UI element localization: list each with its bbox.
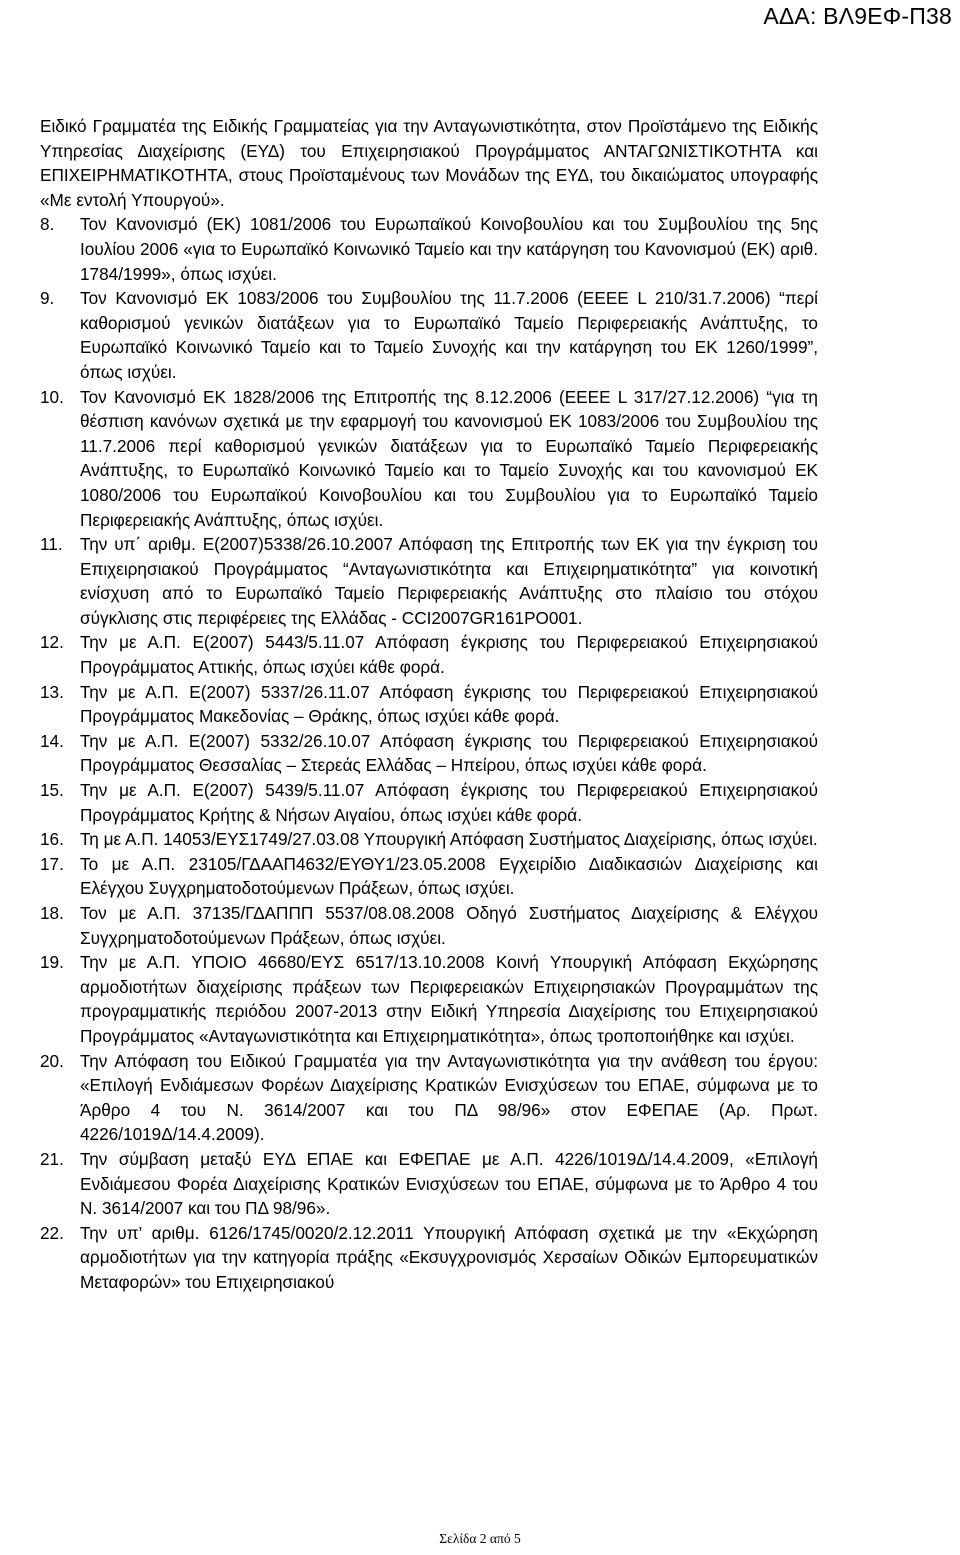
reference-number: 14. xyxy=(40,730,64,751)
reference-number: 16. xyxy=(40,829,64,850)
reference-number: 12. xyxy=(40,632,64,653)
reference-item xyxy=(40,1049,818,1147)
reference-item xyxy=(40,286,818,384)
reference-item xyxy=(40,729,818,778)
reference-text: Την με Α.Π. ΥΠΟΙΟ 46680/ΕΥΣ 6517/13.10.2008 Κοινή Υπουργική Απόφαση Εκχώρησης αρμοδιοτήτων διαχείρισης πράξεων των Περιφερειακών Επιχειρησιακών Προγραμμάτων της προγραμματικής περιόδου 2007-2013 στην Ειδική Υπηρεσία Διαχείρισης του Επιχειρησιακού Προγράμματος «Ανταγωνιστικότητα και Επιχειρηματικότητα», όπως τροποποιήθηκε και ισχύει. xyxy=(80,952,818,1046)
page-number: Σελίδα 2 από 5 xyxy=(439,1531,521,1546)
reference-item xyxy=(40,778,818,827)
reference-number: 11. xyxy=(40,534,63,555)
reference-text: Το με Α.Π. 23105/ΓΔΑΑΠ4632/ΕΥΘΥ1/23.05.2008 Εγχειρίδιο Διαδικασιών Διαχείρισης και Ελέγχου Συγχρηματοδοτούμενων Πράξεων, όπως ισχύει. xyxy=(80,853,818,899)
reference-number: 22. xyxy=(40,1222,64,1243)
reference-item xyxy=(40,1147,818,1221)
reference-number: 20. xyxy=(40,1050,64,1071)
reference-item xyxy=(40,680,818,729)
reference-text: Τον Κανονισμό ΕΚ 1083/2006 του Συμβουλίου της 11.7.2006 (ΕΕΕΕ L 210/31.7.2006) “περί καθορισμού γενικών διατάξεων για το Ευρωπαϊκό Ταμείο Περιφερειακής Ανάπτυξης, το Ευρωπαϊκό Κοινωνικό Ταμείο και το Ταμείο Συνοχής και την κατάργηση του ΕΚ 1260/1999”, όπως ισχύει. xyxy=(80,288,818,382)
reference-text: Την υπ’ αριθμ. 6126/1745/0020/2.12.2011 Υπουργική Απόφαση σχετικά με την «Εκχώρηση αρμοδιοτήτων για την κατηγορία πράξης «Εκσυγχρονισμός Χερσαίων Οδικών Εμπορευματικών Μεταφορών» του Επιχειρησιακού xyxy=(80,1222,818,1292)
lead-text: Ειδικό Γραμματέα της Ειδικής Γραμματείας για την Ανταγωνιστικότητα, στον Προϊστάμενο της Ειδικής Υπηρεσίας Διαχείρισης (ΕΥΔ) του Επιχειρησιακού Προγράμματος ΑΝΤΑΓΩΝΙΣΤΙΚΟΤΗΤΑ και ΕΠΙΧΕΙΡΗΜΑΤΙΚΟΤΗΤΑ, στους Προϊσταμένους των Μονάδων της ΕΥΔ, του δικαιώματος υπογραφής «Με εντολή Υπουργού». xyxy=(40,116,818,210)
ada-code: ΑΔΑ: ΒΛ9ΕΦ-Π38 xyxy=(763,3,952,29)
reference-number: 21. xyxy=(40,1148,64,1169)
reference-item xyxy=(40,630,818,679)
reference-text: Τον Κανονισμό (ΕΚ) 1081/2006 του Ευρωπαϊκού Κοινοβουλίου και του Συμβουλίου της 5ης Ιουλίου 2006 «για το Ευρωπαϊκό Κοινωνικό Ταμείο και την κατάργηση του Κανονισμού (ΕΚ) αριθ. 1784/1999», όπως ισχύει. xyxy=(80,214,818,284)
reference-item xyxy=(40,385,818,533)
reference-item xyxy=(40,901,818,950)
reference-item xyxy=(40,212,818,286)
reference-number: 8. xyxy=(40,214,55,235)
document-body xyxy=(40,114,818,1295)
reference-item xyxy=(40,950,818,1048)
reference-item xyxy=(40,532,818,630)
references-list xyxy=(40,212,818,1294)
reference-number: 15. xyxy=(40,780,64,801)
reference-number: 19. xyxy=(40,952,64,973)
reference-text: Τη με Α.Π. 14053/ΕΥΣ1749/27.03.08 Υπουργική Απόφαση Συστήματος Διαχείρισης, όπως ισχύει. xyxy=(80,829,818,850)
reference-item xyxy=(40,827,818,852)
reference-text: Την σύμβαση μεταξύ ΕΥΔ ΕΠΑΕ και ΕΦΕΠΑΕ με Α.Π. 4226/1019Δ/14.4.2009, «Επιλογή Ενδιάμεσου Φορέα Διαχείρισης Κρατικών Ενισχύσεων του ΕΠΑΕ, σύμφωνα με το Άρθρο 4 του Ν. 3614/2007 και του ΠΔ 98/96». xyxy=(80,1148,818,1219)
reference-number: 17. xyxy=(40,853,64,874)
reference-number: 18. xyxy=(40,903,64,923)
reference-number: 10. xyxy=(40,386,64,407)
reference-item xyxy=(40,1221,818,1295)
reference-text: Την με Α.Π. Ε(2007) 5337/26.11.07 Απόφαση έγκρισης του Περιφερειακού Επιχειρησιακού Προγράμματος Μακεδονίας – Θράκης, όπως ισχύει κάθε φορά. xyxy=(80,681,818,727)
reference-text: Την Απόφαση του Ειδικού Γραμματέα για την Ανταγωνιστικότητα για την ανάθεση του έργου: «Επιλογή Ενδιάμεσων Φορέων Διαχείρισης Κρατικών Ενισχύσεων του ΕΠΑΕ, σύμφωνα με το Άρθρο 4 του Ν. 3614/2007 και του ΠΔ 98/96» στον ΕΦΕΠΑΕ (Αρ. Πρωτ. 4226/1019Δ/14.4.2009). xyxy=(80,1050,818,1145)
lead-paragraph xyxy=(40,114,818,212)
reference-text: Την με Α.Π. Ε(2007) 5332/26.10.07 Απόφαση έγκρισης του Περιφερειακού Επιχειρησιακού Προγράμματος Θεσσαλίας – Στερεάς Ελλάδας – Ηπείρου, όπως ισχύει κάθε φορά. xyxy=(80,730,818,776)
reference-text: Την υπ΄ αριθμ. Ε(2007)5338/26.10.2007 Απόφαση της Επιτροπής των ΕΚ για την έγκριση του Επιχειρησιακού Προγράμματος “Ανταγωνιστικότητα και Επιχειρηματικότητα” για κοινοτική ενίσχυση από το Ευρωπαϊκό Ταμείο Περιφερειακής Ανάπτυξης στο πλαίσιο του στόχου σύγκλισης στις περιφέρειες της Ελλάδας - CCI2007GR161PO001. xyxy=(80,534,818,628)
reference-item xyxy=(40,852,818,901)
reference-number: 13. xyxy=(40,681,64,702)
reference-text: Την με Α.Π. Ε(2007) 5443/5.11.07 Απόφαση έγκρισης του Περιφερειακού Επιχειρησιακού Προγράμματος Αττικής, όπως ισχύει κάθε φορά. xyxy=(80,632,818,678)
reference-text: Τον Κανονισμό ΕΚ 1828/2006 της Επιτροπής της 8.12.2006 (ΕΕΕΕ L 317/27.12.2006) “για τη θέσπιση κανόνων σχετικά με την εφαρμογή του κανονισμού ΕΚ 1083/2006 του Συμβουλίου της 11.7.2006 περί καθορισμού γενικών διατάξεων για το Ευρωπαϊκό Ταμείο Περιφερειακής Ανάπτυξης, το Ευρωπαϊκό Κοινωνικό Ταμείο και το Ταμείο Συνοχής και του κανονισμού ΕΚ 1080/2006 του Ευρωπαϊκού Κοινοβουλίου και του Συμβουλίου για το Ευρωπαϊκό Ταμείο Περιφερειακής Ανάπτυξης, όπως ισχύει. xyxy=(80,386,818,530)
reference-number: 9. xyxy=(40,288,55,309)
reference-text: Τον με Α.Π. 37135/ΓΔΑΠΠΠ 5537/08.08.2008 Οδηγό Συστήματος Διαχείρισης & Ελέγχου Συγχρηματοδοτούμενων Πράξεων, όπως ισχύει. xyxy=(80,903,818,948)
reference-text: Την με Α.Π. Ε(2007) 5439/5.11.07 Απόφαση έγκρισης του Περιφερειακού Επιχειρησιακού Προγράμματος Κρήτης & Νήσων Αιγαίου, όπως ισχύει κάθε φορά. xyxy=(80,780,818,825)
